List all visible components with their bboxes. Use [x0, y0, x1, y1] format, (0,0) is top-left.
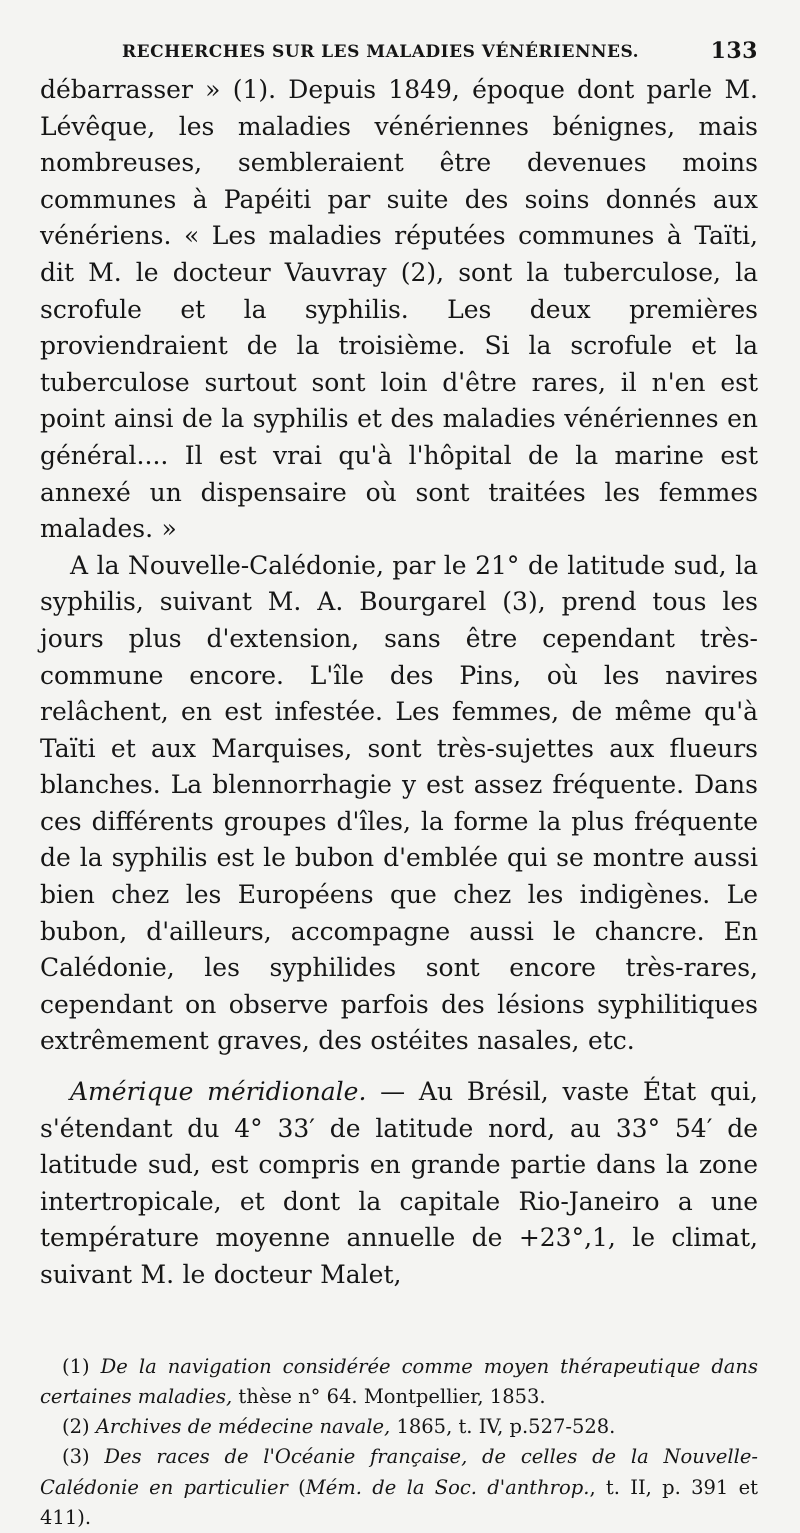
- paragraph-new-caledonia: A la Nouvelle-Calédonie, par le 21° de latitude sud, la syphilis, suivant M. A. Bourgarel (3), prend tous les jours plus d'extension, sans être cependant très-commune encore. L'île des Pins, où les navires relâchent, en est infestée. Les femmes, de même qu'à Taïti et aux Marquises, sont très-sujettes aux flueurs blanches. La blennorrhagie y est assez fréquente. Dans ces différents groupes d'îles, la forme la plus fréquente de la syphilis est le bubon d'emblée qui se montre aussi bien chez les Européens que chez les indigènes. Le bubon, d'ailleurs, accompagne aussi le chancre. En Calédonie, les syphilides sont encore très-rares, cependant on observe parfois des lésions syphilitiques extrêmement graves, des ostéites nasales, etc.: [40, 550, 758, 1056]
- footnote-marker: (1): [62, 1354, 90, 1378]
- section-heading-south-america: Amérique méridionale.: [70, 1077, 367, 1107]
- running-head: [40, 32, 758, 72]
- body-text: [40, 72, 758, 1294]
- footnote-paren: (: [287, 1475, 306, 1499]
- paragraph-south-america-text: — Au Brésil, vaste État qui, s'étendant du 4° 33′ de latitude nord, au 33° 54′ de latitude sud, est compris en grande partie dans la zone intertropicale, et dont la capitale Rio-Janeiro a une température moyenne annuelle de +23°,1, le climat, suivant M. le docteur Malet,: [40, 1077, 758, 1289]
- running-title: RECHERCHES SUR LES MALADIES VÉNÉRIENNES.: [122, 42, 640, 62]
- footnote-title: De la navigation considérée comme moyen thérapeutique dans certaines maladies,: [40, 1354, 758, 1408]
- footnote-citation: 1865, t. IV, p.527-528.: [390, 1415, 616, 1439]
- footnotes: [40, 1352, 758, 1533]
- footnote-3: [40, 1442, 758, 1533]
- footnote-1: [40, 1352, 758, 1413]
- footnote-marker: (3): [62, 1445, 90, 1469]
- paragraph-south-america: [40, 1074, 758, 1294]
- paragraph-tahiti: débarrasser » (1). Depuis 1849, époque dont parle M. Lévêque, les maladies vénériennes bénignes, mais nombreuses, sembleraient être devenues moins communes à Papéiti par suite des soins donnés aux vénériens. « Les maladies réputées communes à Taïti, dit M. le docteur Vauvray (2), sont la tuberculose, la scrofule et la syphilis. Les deux premières proviendraient de la troisième. Si la scrofule et la tuberculose surtout sont loin d'être rares, il n'en est point ainsi de la syphilis et des maladies vénériennes en général.... Il est vrai qu'à l'hôpital de la marine est annexé un dispensaire où sont traitées les femmes malades. »: [40, 75, 758, 544]
- footnote-citation: , t. II, p. 391 et 411).: [40, 1475, 759, 1530]
- footnote-title: Archives de médecine navale,: [95, 1415, 391, 1439]
- page-number: 133: [710, 38, 758, 64]
- footnote-citation: thèse n° 64. Montpellier, 1853.: [232, 1384, 546, 1408]
- footnote-title: Des races de l'Océanie française, de celles de la Nouvelle-Calédonie en particulier: [40, 1445, 758, 1499]
- footnote-marker: (2): [62, 1415, 90, 1439]
- footnote-2: [40, 1412, 758, 1442]
- footnote-journal: Mém. de la Soc. d'anthrop.: [305, 1475, 590, 1499]
